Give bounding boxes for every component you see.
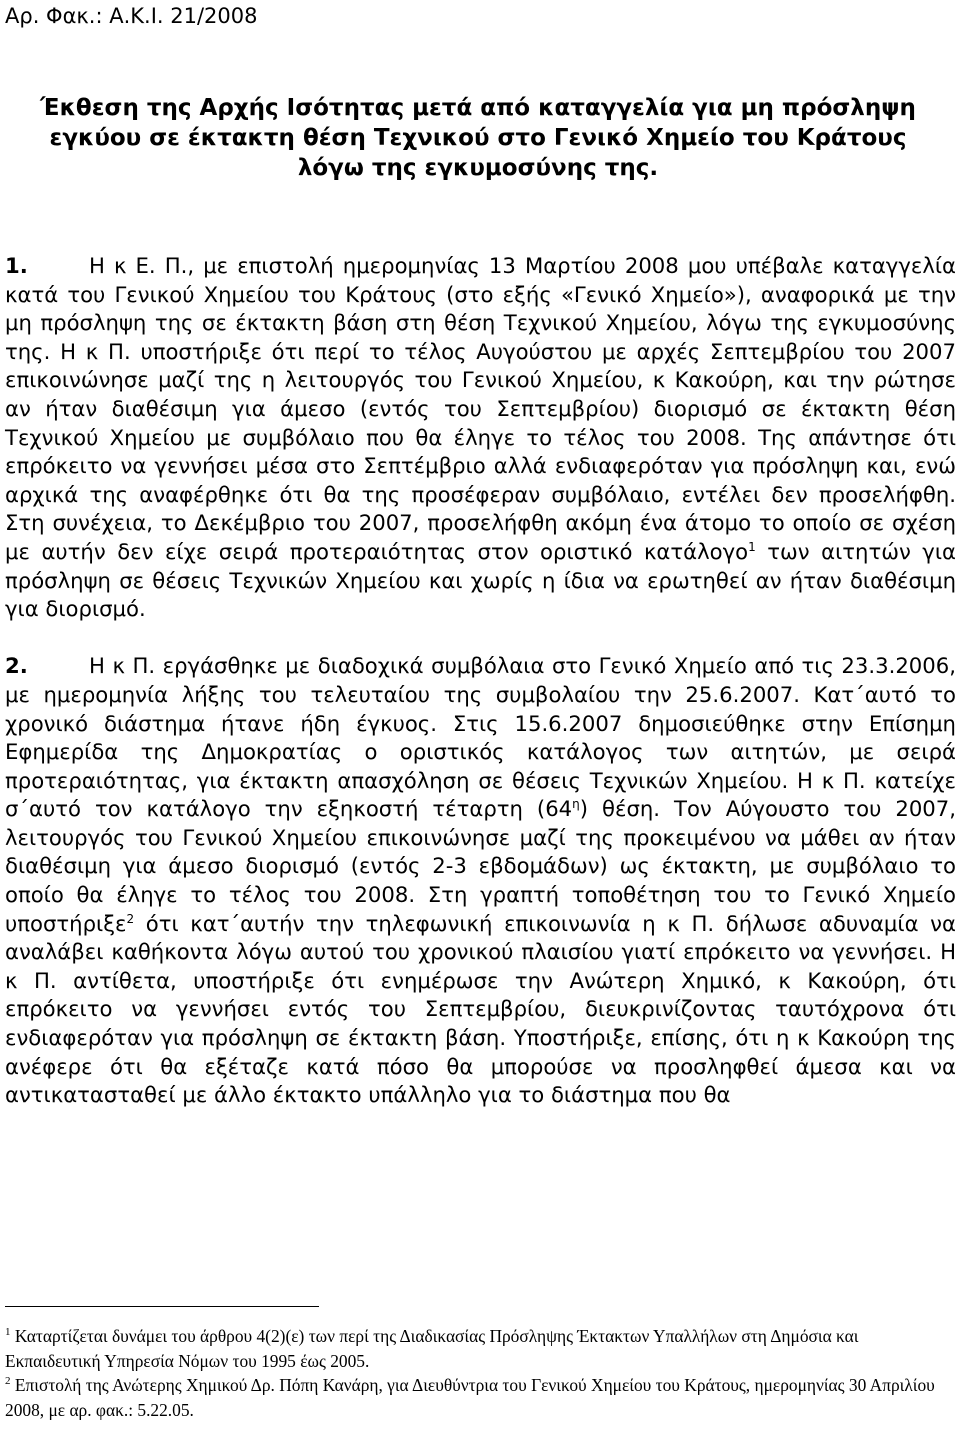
footnotes (5, 1324, 956, 1422)
footnote-marker: 2 (126, 911, 135, 926)
paragraph-2 (5, 652, 956, 1110)
footnote-number: 1 (5, 1326, 11, 1339)
title-line: λόγω της εγκυμοσύνης της. (297, 155, 659, 181)
footnote-text: Καταρτίζεται δυνάμει του άρθρου 4(2)(ε) των περί της Διαδικασίας Πρόσληψης Έκτακτων Υπαλλήλων στη Δημόσια και Εκπαιδευτική Υπηρεσία Νόμων του 1995 έως 2005. (5, 1326, 859, 1371)
title-line: εγκύου σε έκτακτη θέση Τεχνικού στο Γενικό Χημείο του Κράτους (49, 125, 907, 151)
paragraph-number: 1. (5, 253, 28, 278)
paragraph-text: ) θέση. Τον Αύγουστο του 2007, λειτουργός του Γενικού Χημείου επικοινώνησε μαζί της προκειμένου να μάθει αν ήταν διαθέσιμη για άμεσο διορισμό (εντός 2-3 εβδομάδων) ως έκτακτη, με συμβόλαιο το οποίο θα έληγε το τέλος του 2008. Στη γραπτή τοποθέτηση του το Γενικό Χημείο υποστήριξε (5, 796, 956, 936)
footnote-separator (5, 1306, 319, 1307)
footnote-text: Επιστολή της Ανώτερης Χημικού Δρ. Πόπη Κανάρη, για Διευθύντρια του Γενικού Χημείου του Κράτους, ημερομηνίας 30 Απριλίου 2008, με αρ. φακ.: 5.22.05. (5, 1375, 935, 1420)
paragraph-text: των αιτητών για πρόσληψη σε θέσεις Τεχνικών Χημείου και χωρίς η ίδια να ερωτηθεί αν ήταν διαθέσιμη για διορισμό. (5, 538, 956, 622)
title-line: Έκθεση της Αρχής Ισότητας μετά από καταγγελία για μη πρόσληψη (40, 95, 916, 121)
paragraph-text: Η κ Ε. Π., με επιστολή ημερομηνίας 13 Μαρτίου 2008 μου υπέβαλε καταγγελία κατά του Γενικού Χημείου του Κράτους (στο εξής «Γενικό Χημείο»), αναφορικά με την μη πρόσληψη της σε έκτακτη βάση στη θέση Τεχνικού Χημείου, λόγω της εγκυμοσύνης της. Η κ Π. υποστήριξε ότι περί το τέλος Αυγούστου με αρχές Σεπτεμβρίου του 2007 επικοινώνησε μαζί της η λειτουργός του Γενικού Χημείου, κ Κακούρη, και την ρώτησε αν ήταν διαθέσιμη για άμεσο (εντός του Σεπτεμβρίου) διορισμό σε έκτακτη θέση Τεχνικού Χημείου με συμβόλαιο που θα έληγε το τέλος του 2008. Της απάντησε ότι επρόκειτο να γεννήσει μέσα στο Σεπτέμβριο αλλά ενδιαφερόταν για πρόσληψη και, ενώ αρχικά της αναφέρθηκε ότι θα της προσέφεραν συμβόλαιο, εντέλει δεν προσελήφθη. Στη συνέχεια, το Δεκέμβριο του 2007, προσελήφθη ακόμη ένα άτομο το οποίο σε σχέση με αυτήν δεν είχε σειρά προτεραιότητας στον οριστικό κατάλογο (5, 253, 956, 564)
file-reference: Αρ. Φακ.: Α.Κ.Ι. 21/2008 (5, 4, 258, 28)
ordinal-superscript: η (572, 797, 580, 812)
paragraph-text: Η κ Π. εργάσθηκε με διαδοχικά συμβόλαια στο Γενικό Χημείο από τις 23.3.2006, με ημερομηνία λήξης του τελευταίου της συμβολαίου την 25.6.2007. Κατ΄αυτό το χρονικό διάστημα ήτανε ήδη έγκυος. Στις 15.6.2007 δημοσιεύθηκε στην Επίσημη Εφημερίδα της Δημοκρατίας ο οριστικός κατάλογος των αιτητών, με σειρά προτεραιότητας, για έκτακτη απασχόληση σε θέσεις Τεχνικών Χημείου. Η κ Π. κατείχε σ΄αυτό τον κατάλογο την εξηκοστή τέταρτη (64 (5, 653, 956, 822)
footnote-2 (5, 1373, 956, 1422)
footnote-1 (5, 1324, 956, 1373)
paragraph-1 (5, 252, 956, 624)
document-title (5, 93, 951, 183)
paragraph-text: ότι κατ΄αυτήν την τηλεφωνική επικοινωνία η κ Π. δήλωσε αδυναμία να αναλάβει καθήκοντα λόγω αυτού του χρονικού πλαισίου γιατί επρόκειτο να γεννήσει. Η κ Π. αντίθετα, υποστήριξε ότι ενημέρωσε την Ανώτερη Χημικό, κ Κακούρη, ότι επρόκειτο να γεννήσει εντός του Σεπτεμβρίου, διευκρινίζοντας ταυτόχρονα ότι ενδιαφερόταν για πρόσληψη σε έκτακτη βάση. Υποστήριξε, επίσης, ότι η κ Κακούρη της ανέφερε ότι θα εξέταζε κατά πόσο θα μπορούσε να προσληφθεί άμεσα και να αντικατασταθεί με άλλο έκτακτο υπάλληλο για το διάστημα που θα (5, 910, 956, 1108)
footnote-marker: 1 (748, 539, 756, 554)
footnote-number: 2 (5, 1375, 11, 1388)
paragraph-number: 2. (5, 653, 28, 679)
document-body (5, 252, 956, 1138)
